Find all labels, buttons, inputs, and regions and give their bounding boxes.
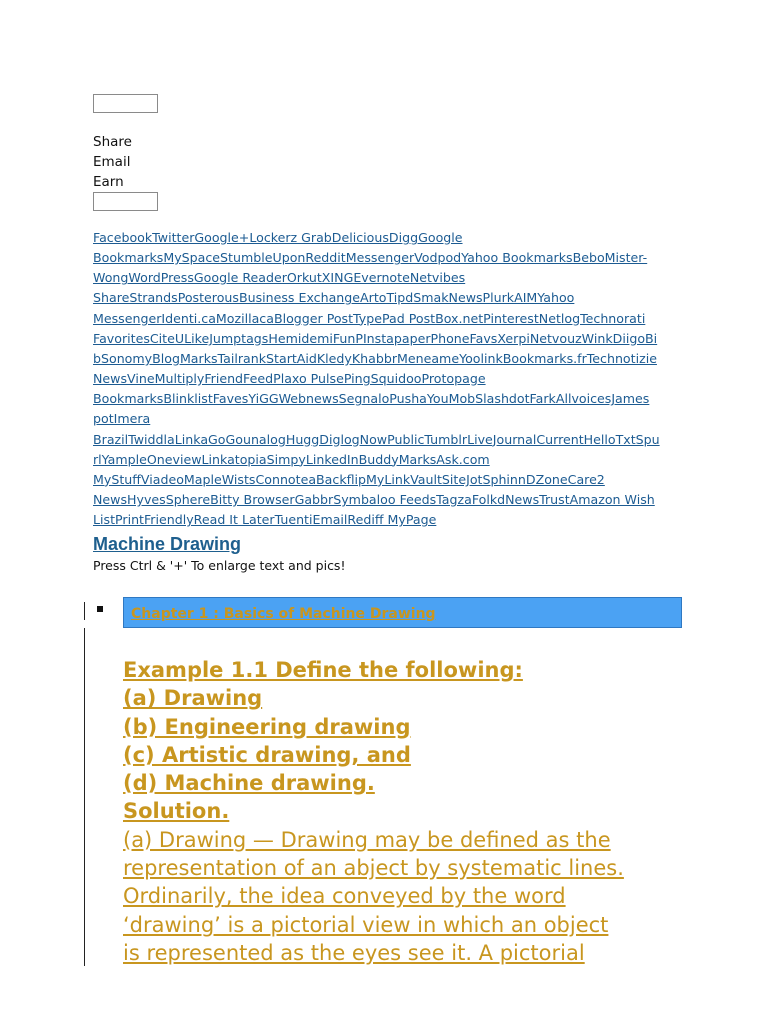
text-cursor-line [84,602,85,620]
chapter-link[interactable]: Chapter 1 : Basics of Machine Drawing [131,606,436,622]
content-line[interactable]: representation of an abject by systematic lines. [123,856,624,881]
bookmark-links [93,228,685,530]
email-link[interactable]: Email [93,154,131,170]
bookmark-links-line[interactable]: bSonomyBlogMarksTailrankStartAidKledyKhabbrMeneameYoolinkBookmarks.frTechnotizie [93,350,657,366]
bookmark-links-line[interactable]: BrazilTwiddlaLinkaGoGounalogHuggDiglogNowPublicTumblrLiveJournalCurrentHelloTxtSpu [93,431,660,447]
content-line[interactable]: ‘drawing’ is a pictorial view in which an object [123,912,609,937]
text-input-bottom[interactable] [93,192,158,211]
zoom-hint: Press Ctrl & '+' To enlarge text and pics! [93,558,346,573]
content-line[interactable]: (c) Artistic drawing, and [123,742,411,767]
bookmark-links-line[interactable]: potImera [93,411,151,427]
bookmark-links-line[interactable]: rlYampleOneviewLinkatopiaSimpyLinkedInBuddyMarksAsk.com [93,451,490,467]
share-menu [93,132,132,192]
text-input-top[interactable] [93,94,158,113]
example-heading[interactable]: Example 1.1 Define the following: [123,658,523,682]
bookmark-links-line[interactable]: FavoritesCiteULikeJumptagsHemidemiFunPInstapaperPhoneFavsXerpiNetvouzWinkDiigoBi [93,330,658,346]
bookmark-links-line[interactable]: FacebookTwitterGoogle+Lockerz GrabDeliciousDiggGoogle [93,230,463,245]
article-content [123,656,703,967]
bookmark-links-line[interactable]: NewsHyvesSphereBitty BrowserGabbrSymbaloo FeedsTagzaFolkdNewsTrustAmazon Wish [93,492,655,508]
bookmark-links-line[interactable]: MyStuffViadeoMapleWistsConnoteaBackflipMyLinkVaultSiteJotSphinnDZoneCare2 [93,471,605,487]
content-line[interactable]: (d) Machine drawing. [123,771,375,796]
content-line[interactable]: is represented as the eyes see it. A pictorial [123,940,585,965]
content-line[interactable]: (a) Drawing [123,686,263,711]
left-border-line [84,628,85,966]
site-title[interactable]: Machine Drawing [93,534,242,554]
bookmark-links-line[interactable]: ListPrintFriendlyRead It LaterTuentiEmailRediff MyPage [93,512,437,528]
bookmark-links-line[interactable]: MessengerIdenti.caMozillacaBlogger PostTypePad PostBox.netPinterestNetlogTechnorati [93,310,646,326]
share-link[interactable]: Share [93,134,132,150]
bookmark-links-line[interactable]: NewsVineMultiplyFriendFeedPlaxo PulsePingSquidooProtopage [93,371,486,387]
content-line[interactable]: (b) Engineering drawing [123,714,411,739]
bullet-icon [97,606,103,612]
bookmark-links-line[interactable]: ShareStrandsPosterousBusiness ExchangeArtoTipdSmakNewsPlurkAIMYahoo [93,290,575,306]
content-line[interactable]: (a) Drawing — Drawing may be defined as the [123,827,611,852]
content-line[interactable]: Ordinarily, the idea conveyed by the word [123,884,566,909]
earn-link[interactable]: Earn [93,174,124,190]
bookmark-links-line[interactable]: BookmarksBlinklistFavesYiGGWebnewsSegnaloPushaYouMobSlashdotFarkAllvoicesJames [93,391,650,407]
chapter-heading-bar [123,597,682,628]
bookmark-links-line[interactable]: WongWordPressGoogle ReaderOrkutXINGEvernoteNetvibes [93,270,466,286]
bookmark-links-line[interactable]: BookmarksMySpaceStumbleUponRedditMessengerVodpodYahoo BookmarksBeboMister- [93,250,648,266]
solution-heading[interactable]: Solution. [123,799,230,824]
